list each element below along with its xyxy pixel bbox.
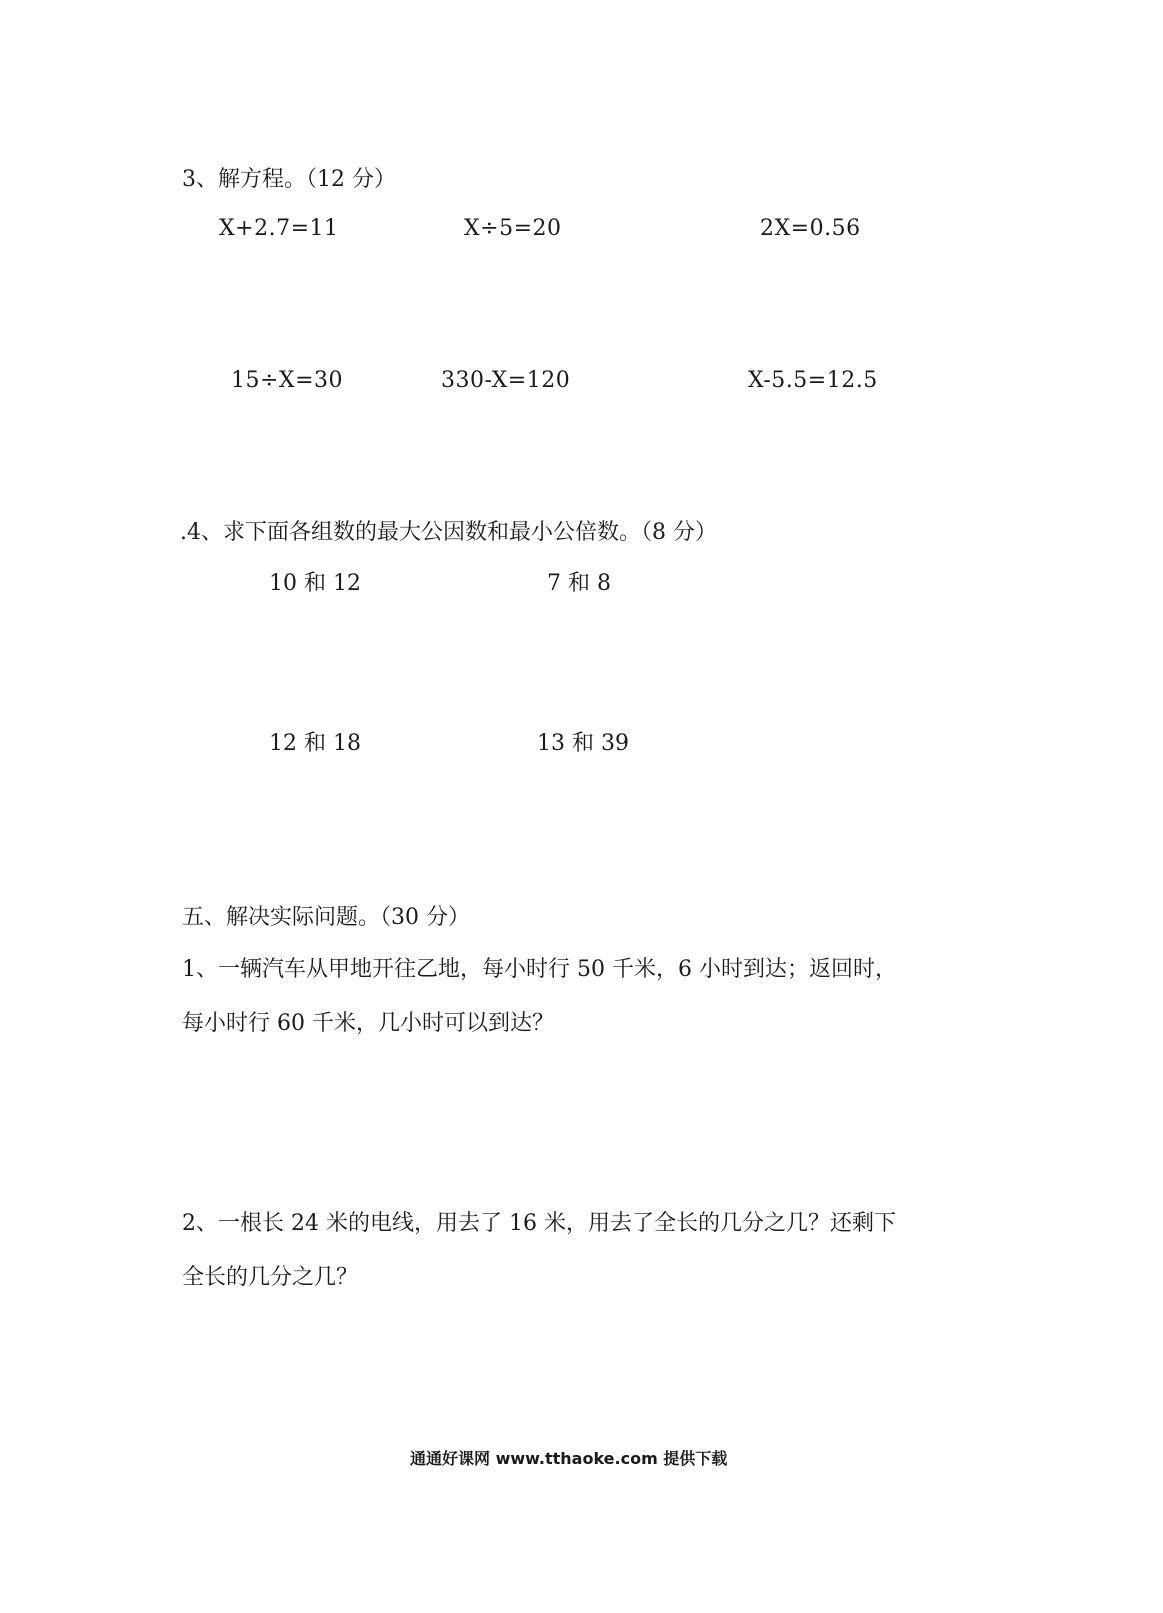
number-pair-1: 10 和 12 <box>269 571 361 596</box>
equation-2: X÷5=20 <box>464 216 562 241</box>
number-pair-2: 7 和 8 <box>547 571 611 596</box>
question-1-line-1: 1、一辆汽车从甲地开往乙地，每小时行 50 千米，6 小时到达；返回时， <box>182 957 897 982</box>
number-pair-4: 13 和 39 <box>537 731 629 756</box>
question-2-line-1: 2、一根长 24 米的电线，用去了 16 米，用去了全长的几分之几？还剩下 <box>182 1211 896 1236</box>
question-1-line-2: 每小时行 60 千米，几小时可以到达？ <box>182 1011 554 1036</box>
equation-6: X-5.5=12.5 <box>748 368 878 393</box>
number-pair-3: 12 和 18 <box>269 731 361 756</box>
section-4-title: .4、求下面各组数的最大公因数和最小公倍数。（8 分） <box>180 520 717 545</box>
question-2-line-2: 全长的几分之几？ <box>182 1265 359 1290</box>
equation-4: 15÷X=30 <box>231 368 344 393</box>
equation-1: X+2.7=11 <box>219 216 339 241</box>
section-3-title: 3、解方程。（12 分） <box>182 167 396 192</box>
equation-5: 330-X=120 <box>441 368 571 393</box>
equation-3: 2X=0.56 <box>760 216 861 241</box>
section-5-title: 五、解决实际问题。（30 分） <box>182 905 470 930</box>
footer-credit: 通通好课网 www.tthaoke.com 提供下载 <box>410 1449 728 1468</box>
